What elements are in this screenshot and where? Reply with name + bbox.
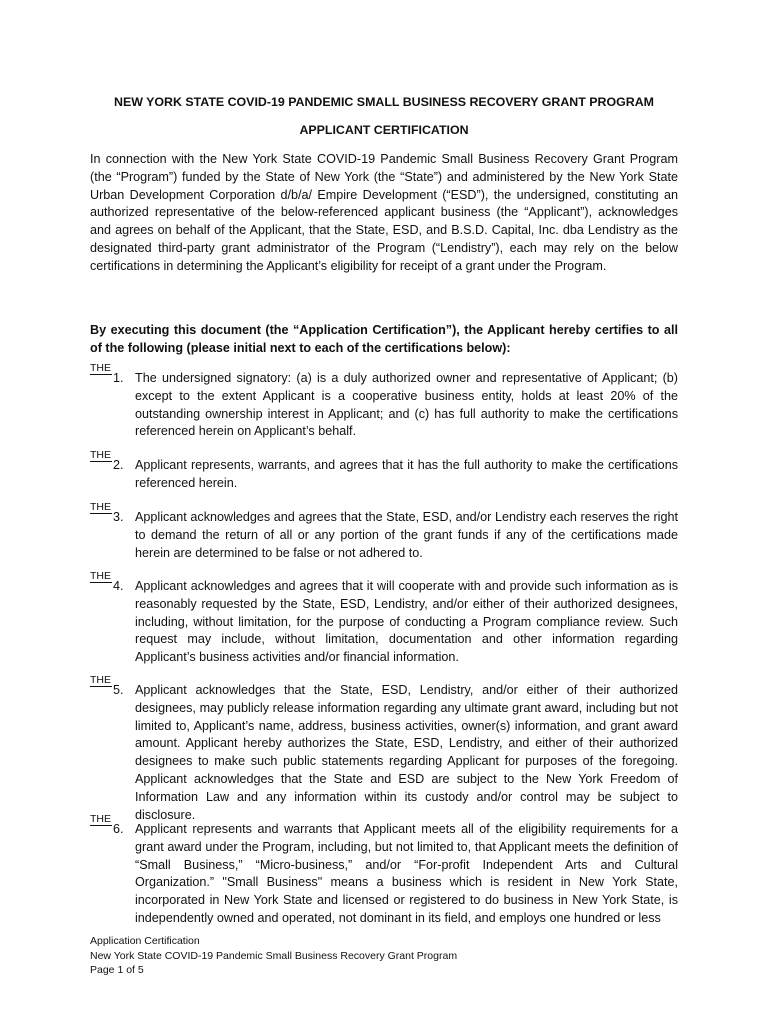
item-text: Applicant acknowledges and agrees that the State, ESD, and/or Lendistry each reserves the right to demand the return of all or any portion of the grant funds if any of the certifications made herein are determined to be false or not adhered to. [135, 510, 678, 560]
footer-doc-name: Application Certification [90, 935, 200, 947]
item-number: 6. [113, 822, 124, 836]
initial-field[interactable]: THE [90, 570, 111, 582]
initial-field[interactable]: THE [90, 813, 111, 825]
item-text: Applicant acknowledges that the State, ESD, Lendistry, and/or either of their authorized designees, may publicly release information regarding any ultimate grant award, including but not limited to, Applicant’s name, address, business activities, owner(s) information, and grant award amount. Applicant hereby authorizes the State, ESD, Lendistry, and either of their authorized designees to make such public statements regarding Applicant for purposes of the foregoing. Applicant acknowledges that the State and ESD are subject to the New York Freedom of Information Law and any information within its custody and/or control may be subject to disclosure. [135, 683, 678, 822]
item-number: 3. [113, 510, 124, 524]
item-text: The undersigned signatory: (a) is a duly authorized owner and representative of Applicant; (b) except to the extent Applicant is a cooperative business entity, holds at least 20% of the outstanding ownership interest in Applicant; and (c) has full authority to make the certifications referenced herein on Applicant’s behalf. [135, 371, 678, 439]
document-title: NEW YORK STATE COVID-19 PANDEMIC SMALL BUSINESS RECOVERY GRANT PROGRAM [114, 95, 654, 109]
item-number: 5. [113, 683, 124, 697]
item-text: Applicant represents and warrants that Applicant meets all of the eligibility requirements for a grant award under the Program, including, but not limited to, that Applicant meets the definition of “Small Business,” “Micro-business,” and/or “For-profit Independent Arts and Cultural Organization.” "Small Business" means a business which is resident in New York State, incorporated in New York State and licensed or registered to do business in New York State, is independently owned and operated, not dominant in its field, and employs one hundred or less [135, 822, 678, 925]
initial-field[interactable]: THE [90, 501, 111, 513]
item-number: 1. [113, 371, 124, 385]
initial-field[interactable]: THE [90, 362, 111, 374]
item-number: 2. [113, 458, 124, 472]
document-subtitle: APPLICANT CERTIFICATION [299, 123, 469, 137]
footer-program-name: New York State COVID-19 Pandemic Small Business Recovery Grant Program [90, 949, 458, 962]
page-number: Page 1 of 5 [90, 964, 144, 976]
item-number: 4. [113, 579, 124, 593]
initial-field[interactable]: THE [90, 449, 111, 461]
item-text: Applicant represents, warrants, and agrees that it has the full authority to make the certifications referenced herein. [135, 458, 678, 490]
intro-paragraph: In connection with the New York State COVID-19 Pandemic Small Business Recovery Grant Program (the “Program”) funded by the State of New York (the “State”) and administered by the New York State Urban Development Corporation d/b/a/ Empire Development (“ESD”), the undersigned, constituting an authorized representative of the below-referenced applicant business (the “Applicant”), acknowledges and agrees on behalf of the Applicant, that the State, ESD, and B.S.D. Capital, Inc. dba Lendistry as the designated third-party grant administrator of the Program (“Lendistry”), each may rely on the below certifications in determining the Applicant’s eligibility for receipt of a grant under the Program. [90, 152, 678, 273]
page-footer [90, 934, 457, 978]
initial-field[interactable]: THE [90, 674, 111, 686]
certification-lead: By executing this document (the “Application Certification”), the Applicant hereby certifies to all of the following (please initial next to each of the certifications below): [90, 323, 678, 355]
item-text: Applicant acknowledges and agrees that it will cooperate with and provide such information as is reasonably requested by the State, ESD, Lendistry, and/or either of their authorized designees, including, without limitation, for the purpose of conducting a Program compliance review. Such request may include, without limitation, documentation and other information regarding Applicant’s business activities and/or financial information. [135, 579, 678, 665]
